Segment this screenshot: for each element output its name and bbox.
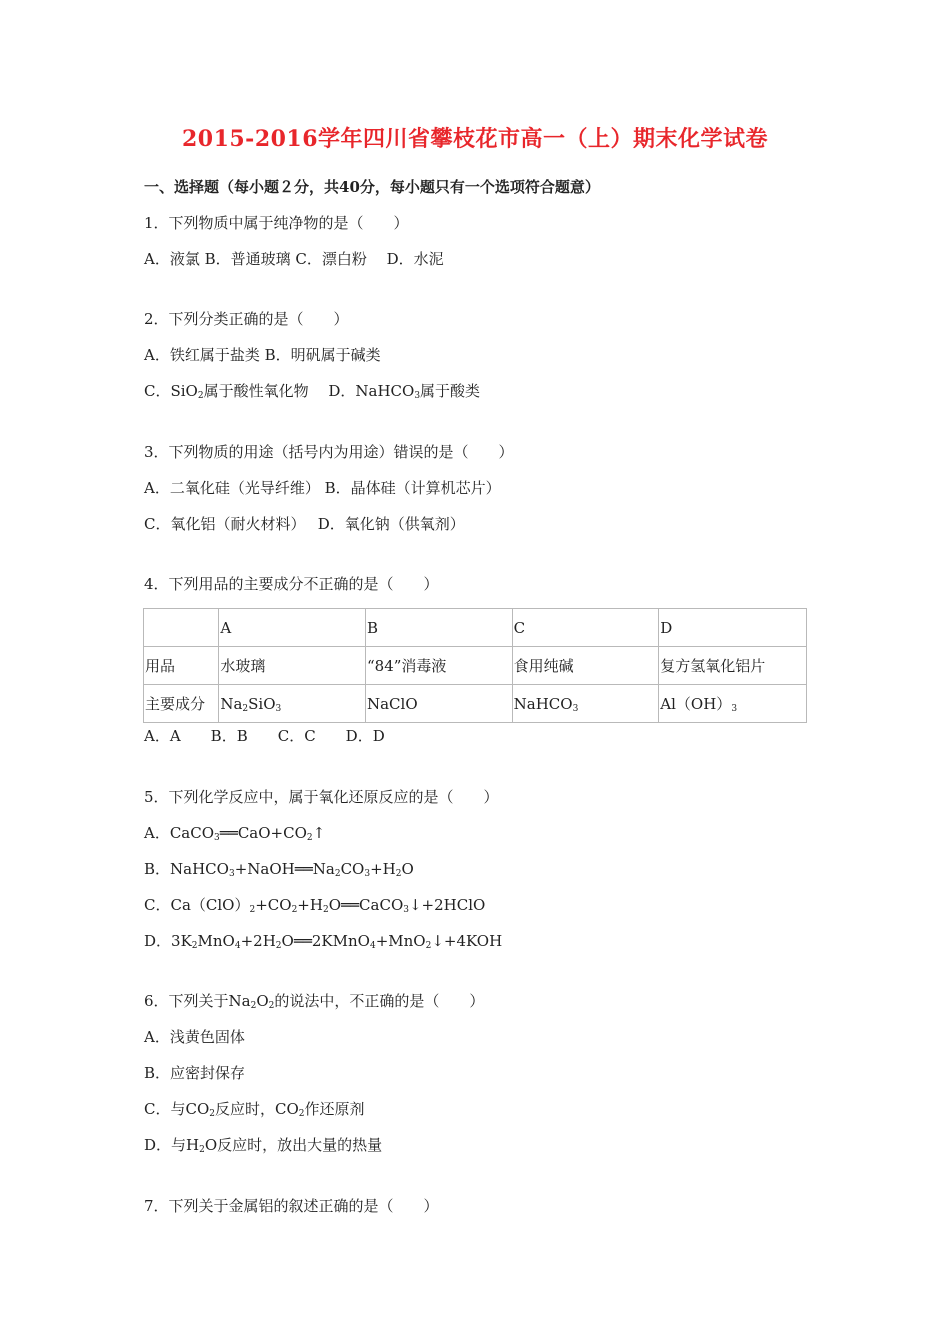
table-cell: “84”消毒液 <box>365 647 512 685</box>
question-2-stem: 2．下列分类正确的是（ ） <box>144 310 349 328</box>
table-cell: 复方氢氧化铝片 <box>659 647 807 685</box>
question-3-stem: 3．下列物质的用途（括号内为用途）错误的是（ ） <box>144 443 514 461</box>
table-cell: 用品 <box>144 647 219 685</box>
question-2-option-cd: C．SiO$_2$属于酸性氧化物 D．NaHCO$_3$属于酸类 <box>144 382 481 401</box>
page-title: 2015-2016学年四川省攀枝花市高一（上）期末化学试卷 <box>181 126 769 152</box>
table-cell: $Al(OH)_3$ <box>659 685 807 723</box>
section-heading: 一、选择题（每小题２分，共40分，每小题只有一个选项符合题意） <box>144 178 600 196</box>
table-row <box>144 685 807 723</box>
table-cell <box>144 609 219 647</box>
question-1-stem: 1．下列物质中属于纯净物的是（ ） <box>144 214 409 232</box>
table-cell: B <box>365 609 512 647</box>
question-6-stem: 6．下列关于$Na_2O_2$的说法中，不正确的是（ ） <box>144 992 485 1011</box>
question-5-option-c: C．$Ca(ClO)_2+CO_2+H_2O══CaCO_3↓+2HClO$ <box>144 896 486 915</box>
question-3-option-cd: C．氧化铝（耐火材料） D．氧化钠（供氧剂） <box>144 515 465 533</box>
table-cell: A <box>219 609 366 647</box>
question-5-option-d: D．$3K_2MnO_4+2H_2O══2KMnO_4+MnO_2↓+4KOH$ <box>144 932 503 951</box>
question-6-option-d: D．与$H_2O$反应时，放出大量的热量 <box>144 1136 383 1155</box>
question-1-options: A．液氯 B．普通玻璃 C．漂白粉 D．水泥 <box>144 250 444 268</box>
question-4-stem: 4．下列用品的主要成分不正确的是（ ） <box>144 575 439 593</box>
table-cell: D <box>659 609 807 647</box>
question-6-option-b: B．应密封保存 <box>144 1064 246 1082</box>
table-cell: 水玻璃 <box>219 647 366 685</box>
question-4-table <box>143 608 807 723</box>
table-cell: 主要成分 <box>144 685 219 723</box>
question-7-stem: 7．下列关于金属铝的叙述正确的是（ ） <box>144 1197 439 1215</box>
table-row <box>144 647 807 685</box>
table-cell: $Na_2SiO_3$ <box>219 685 366 723</box>
question-2-option-ab: A．铁红属于盐类 B．明矾属于碱类 <box>144 346 381 364</box>
question-5-option-a: A．$CaCO_3══CaO+CO_2↑$ <box>144 824 326 843</box>
question-6-option-c: C．与$CO_2$反应时，$CO_2$作还原剂 <box>144 1100 365 1119</box>
table-header-row <box>144 609 807 647</box>
question-5-option-b: B．$NaHCO_3+NaOH══Na_2CO_3+H_2O$ <box>144 860 414 879</box>
table-cell: C <box>512 609 659 647</box>
question-3-option-ab: A．二氧化硅（光导纤维） B．晶体硅（计算机芯片） <box>144 479 501 497</box>
question-5-stem: 5．下列化学反应中，属于氧化还原反应的是（ ） <box>144 788 499 806</box>
table-cell: NaClO <box>365 685 512 723</box>
question-6-option-a: A．浅黄色固体 <box>144 1028 245 1046</box>
table-cell: 食用纯碱 <box>512 647 659 685</box>
table-cell: NaHCO$_3$ <box>512 685 659 723</box>
question-4-options: A．A B．B C．C D．D <box>144 727 385 745</box>
